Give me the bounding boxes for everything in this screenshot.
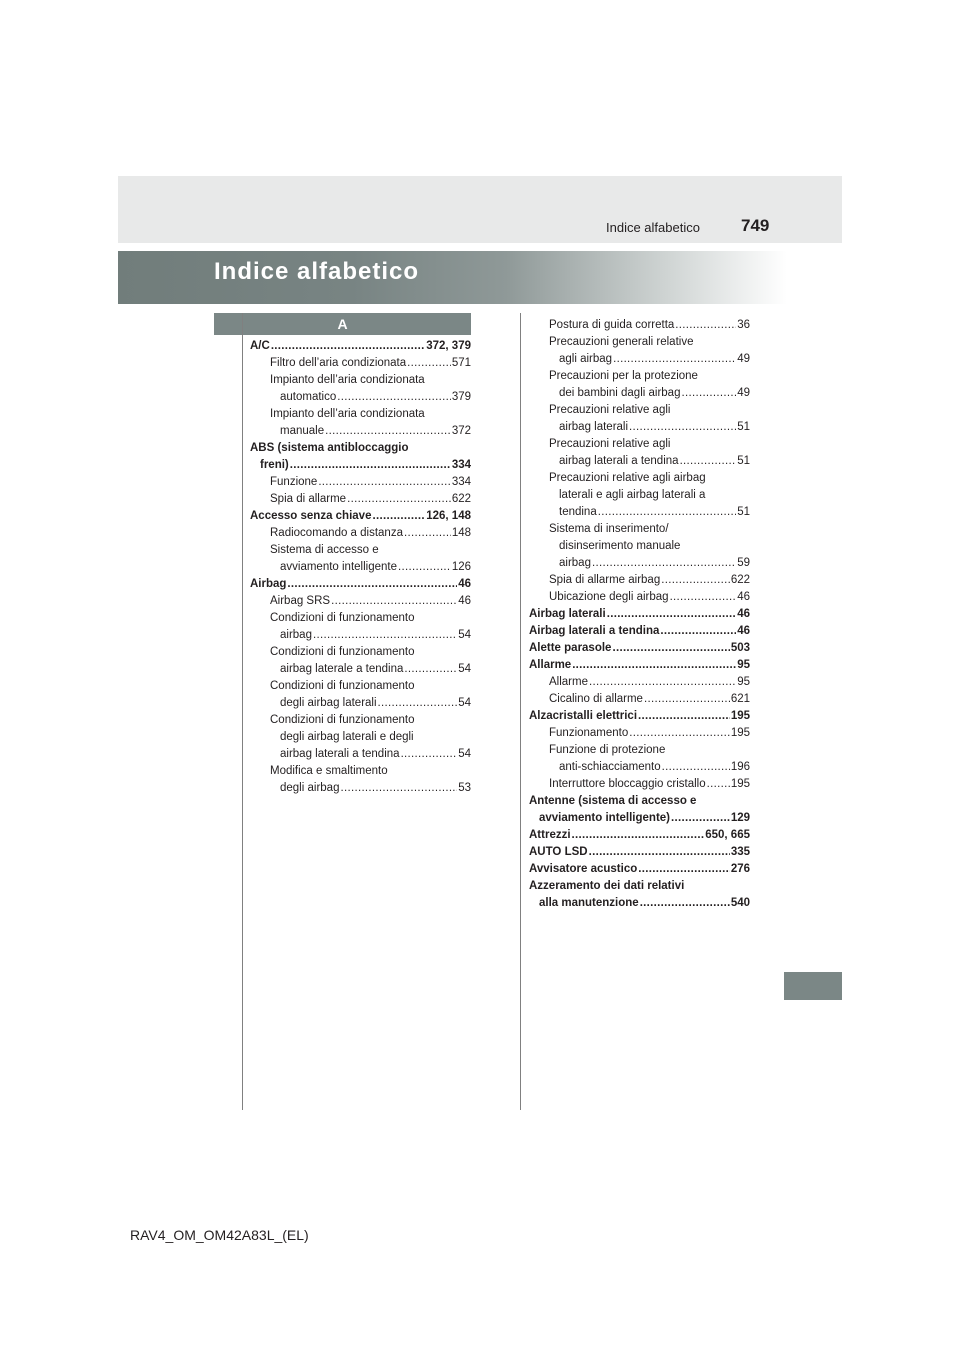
index-entry [250, 610, 471, 644]
entry-text: A/C [250, 340, 270, 352]
dot-leader [670, 589, 737, 606]
index-entry-line [250, 576, 471, 593]
index-entry-line [529, 691, 750, 708]
entry-page-ref: 334 [451, 476, 471, 488]
entry-text: Antenne (sistema di accesso e [529, 795, 697, 807]
entry-text: Allarme [529, 659, 572, 671]
entry-text: Azzeramento dei dati relativi [529, 880, 685, 892]
dot-leader [613, 351, 736, 368]
dot-leader [325, 423, 451, 440]
index-entry [250, 406, 471, 440]
entry-text: Funzione di protezione [549, 744, 666, 756]
index-entry-line [529, 419, 750, 436]
index-entry-line [529, 402, 750, 419]
entry-page-ref: 51 [737, 455, 750, 467]
entry-page-ref: 49 [737, 387, 750, 399]
index-entry [529, 334, 750, 368]
dot-leader [589, 674, 736, 691]
index-entry-line [250, 372, 471, 389]
index-entry-line [529, 436, 750, 453]
entry-text: degli airbag laterali [280, 697, 377, 709]
index-entry-line [529, 351, 750, 368]
entry-text: Accesso senza chiave [250, 510, 372, 522]
dot-leader [589, 844, 730, 861]
entry-page-ref: 49 [737, 353, 750, 365]
index-entry [529, 793, 750, 827]
dot-leader [347, 491, 451, 508]
index-entry [529, 521, 750, 572]
index-entry-line [529, 453, 750, 470]
entry-page-ref: 51 [737, 506, 750, 518]
index-entry-line [529, 674, 750, 691]
dot-leader [407, 355, 451, 372]
index-entry-line [250, 695, 471, 712]
dot-leader [404, 525, 451, 542]
index-entry [529, 725, 750, 742]
entry-page-ref: 148 [451, 527, 471, 539]
left-column-rule [242, 313, 243, 1110]
entry-page-ref: 46 [458, 578, 471, 590]
index-entry [250, 576, 471, 593]
entry-page-ref: 54 [458, 629, 471, 641]
dot-leader [644, 691, 730, 708]
entry-text: ABS (sistema antibloccaggio [250, 442, 409, 454]
entry-text: Precauzioni relative agli [549, 404, 671, 416]
entry-page-ref: 54 [458, 748, 471, 760]
index-side-tab [784, 972, 842, 1000]
dot-leader [660, 623, 736, 640]
index-entry [529, 861, 750, 878]
index-entry-line [529, 793, 750, 810]
entry-page-ref: 621 [730, 693, 750, 705]
index-entry [250, 440, 471, 474]
index-entry [529, 470, 750, 521]
index-entry-line [250, 610, 471, 627]
index-entry [529, 368, 750, 402]
entry-text: freni) [260, 459, 289, 471]
index-entry [250, 678, 471, 712]
entry-page-ref: 195 [730, 710, 750, 722]
dot-leader [318, 474, 451, 491]
entry-page-ref: 46 [458, 595, 471, 607]
index-entry-line [250, 746, 471, 763]
index-entry [529, 827, 750, 844]
dot-leader [572, 657, 736, 674]
dot-leader [680, 453, 737, 470]
index-entry [250, 593, 471, 610]
entry-text: Alette parasole [529, 642, 612, 654]
dot-leader [640, 895, 730, 912]
index-entry-line [529, 844, 750, 861]
index-entry-line [250, 389, 471, 406]
entry-text: manuale [280, 425, 325, 437]
index-entry [529, 317, 750, 334]
index-entry-line [250, 661, 471, 678]
index-entry-line [529, 640, 750, 657]
index-entry-line [529, 725, 750, 742]
index-entry-line [529, 623, 750, 640]
entry-text: Interruttore bloccaggio cristallo [549, 778, 706, 790]
dot-leader [612, 640, 729, 657]
entry-text: Precauzioni relative agli airbag [549, 472, 706, 484]
dot-leader [378, 695, 458, 712]
entry-text: Spia di allarme airbag [549, 574, 661, 586]
entry-text: Precauzioni per la protezione [549, 370, 698, 382]
index-entry-line [250, 440, 471, 457]
running-title: Indice alfabetico [606, 220, 700, 235]
entry-text: Cicalino di allarme [549, 693, 643, 705]
index-entry-line [250, 780, 471, 797]
left-index-column [250, 338, 471, 797]
index-entry-line [250, 593, 471, 610]
dot-leader [675, 317, 736, 334]
entry-page-ref: 571 [451, 357, 471, 369]
dot-leader [707, 776, 730, 793]
index-entry-line [529, 368, 750, 385]
entry-text: tendina [559, 506, 597, 518]
index-entry [529, 674, 750, 691]
index-entry-line [529, 334, 750, 351]
entry-text: Condizioni di funzionamento [270, 646, 415, 658]
index-entry-line [529, 759, 750, 776]
entry-page-ref: 126, 148 [426, 510, 471, 522]
index-entry [529, 606, 750, 623]
entry-text: Precauzioni generali relative [549, 336, 694, 348]
index-entry-line [529, 487, 750, 504]
entry-text: Airbag SRS [270, 595, 331, 607]
index-entry-line [250, 559, 471, 576]
index-entry-line [529, 538, 750, 555]
dot-leader [629, 419, 736, 436]
index-entry-line [529, 742, 750, 759]
entry-page-ref: 95 [737, 676, 750, 688]
dot-leader [398, 559, 451, 576]
entry-page-ref: 54 [458, 697, 471, 709]
index-entry-line [250, 678, 471, 695]
entry-text: airbag [559, 557, 591, 569]
entry-text: Airbag [250, 578, 287, 590]
entry-text: Impianto dell’aria condizionata [270, 408, 425, 420]
index-entry-line [529, 572, 750, 589]
index-entry-line [529, 827, 750, 844]
entry-text: anti-schiacciamento [559, 761, 661, 773]
dot-leader [607, 606, 737, 623]
entry-text: Sistema di inserimento/ [549, 523, 669, 535]
index-entry [250, 763, 471, 797]
entry-text: automatico [280, 391, 337, 403]
entry-text: Funzione [270, 476, 318, 488]
entry-page-ref: 196 [730, 761, 750, 773]
index-entry-line [529, 708, 750, 725]
index-entry-line [250, 355, 471, 372]
entry-page-ref: 622 [730, 574, 750, 586]
dot-leader [681, 385, 736, 402]
index-entry-line [250, 525, 471, 542]
dot-leader [404, 661, 457, 678]
index-entry [529, 436, 750, 470]
entry-text: dei bambini dagli airbag [559, 387, 681, 399]
index-entry [529, 708, 750, 725]
index-entry [529, 589, 750, 606]
entry-text: degli airbag [280, 782, 340, 794]
dot-leader [340, 780, 457, 797]
entry-text: Radiocomando a distanza [270, 527, 403, 539]
entry-page-ref: 195 [730, 778, 750, 790]
dot-leader [638, 861, 730, 878]
index-entry-line [529, 657, 750, 674]
entry-text: Ubicazione degli airbag [549, 591, 669, 603]
entry-text: Filtro dell’aria condizionata [270, 357, 407, 369]
index-entry-line [250, 406, 471, 423]
entry-page-ref: 650, 665 [705, 829, 750, 841]
index-entry-line [529, 776, 750, 793]
entry-page-ref: 372 [451, 425, 471, 437]
entry-page-ref: 36 [737, 319, 750, 331]
right-column-rule [520, 313, 521, 1110]
index-entry-line [529, 470, 750, 487]
entry-text: disinserimento manuale [559, 540, 681, 552]
index-entry [250, 474, 471, 491]
entry-text: AUTO LSD [529, 846, 588, 858]
index-entry-line [529, 521, 750, 538]
index-entry [250, 338, 471, 355]
entry-text: agli airbag [559, 353, 613, 365]
index-entry-line [529, 861, 750, 878]
dot-leader [331, 593, 457, 610]
entry-page-ref: 46 [737, 608, 750, 620]
index-entry [250, 491, 471, 508]
right-index-column [529, 317, 750, 912]
index-entry [529, 742, 750, 776]
index-entry-line [529, 895, 750, 912]
entry-text: Condizioni di funzionamento [270, 612, 415, 624]
entry-page-ref: 335 [730, 846, 750, 858]
index-entry-line [250, 542, 471, 559]
entry-page-ref: 46 [737, 591, 750, 603]
entry-page-ref: 95 [737, 659, 750, 671]
entry-text: airbag laterale a tendina [280, 663, 404, 675]
index-entry-line [250, 457, 471, 474]
index-entry [250, 542, 471, 576]
entry-page-ref: 622 [451, 493, 471, 505]
index-entry-line [250, 508, 471, 525]
dot-leader [290, 457, 451, 474]
dot-leader [638, 708, 730, 725]
entry-page-ref: 126 [451, 561, 471, 573]
entry-text: avviamento intelligente) [539, 812, 671, 824]
dot-leader [401, 746, 458, 763]
entry-page-ref: 372, 379 [426, 340, 471, 352]
index-entry [250, 372, 471, 406]
index-entry [529, 844, 750, 861]
dot-leader [592, 555, 736, 572]
index-entry-line [529, 810, 750, 827]
index-entry-line [250, 729, 471, 746]
entry-text: alla manutenzione [539, 897, 639, 909]
page-number: 749 [741, 216, 770, 235]
index-entry [529, 640, 750, 657]
entry-text: Alzacristalli elettrici [529, 710, 638, 722]
index-entry [250, 508, 471, 525]
index-entry-line [250, 763, 471, 780]
entry-page-ref: 59 [737, 557, 750, 569]
entry-page-ref: 540 [730, 897, 750, 909]
dot-leader [271, 338, 425, 355]
index-entry [529, 623, 750, 640]
entry-page-ref: 53 [458, 782, 471, 794]
entry-text: avviamento intelligente [280, 561, 397, 573]
index-entry-line [250, 627, 471, 644]
entry-text: Allarme [549, 676, 588, 688]
header-band [118, 176, 842, 243]
entry-text: Modifica e smaltimento [270, 765, 388, 777]
index-entry-line [250, 338, 471, 355]
entry-text: Condizioni di funzionamento [270, 680, 415, 692]
entry-text: Funzionamento [549, 727, 629, 739]
index-entry [529, 572, 750, 589]
entry-page-ref: 276 [730, 863, 750, 875]
dot-leader [662, 759, 730, 776]
entry-text: Airbag laterali a tendina [529, 625, 660, 637]
entry-text: Avvisatore acustico [529, 863, 638, 875]
index-entry-line [250, 423, 471, 440]
page-title: Indice alfabetico [214, 258, 420, 285]
index-entry [250, 525, 471, 542]
entry-page-ref: 503 [730, 642, 750, 654]
dot-leader [598, 504, 736, 521]
index-entry-line [529, 606, 750, 623]
dot-leader [629, 725, 730, 742]
document-code: RAV4_OM_OM42A83L_(EL) [130, 1227, 309, 1243]
dot-leader [661, 572, 730, 589]
entry-text: Attrezzi [529, 829, 571, 841]
index-entry-line [250, 712, 471, 729]
index-entry [529, 691, 750, 708]
index-entry-line [529, 878, 750, 895]
index-entry-line [529, 555, 750, 572]
dot-leader [671, 810, 730, 827]
dot-leader [287, 576, 457, 593]
entry-text: Impianto dell’aria condizionata [270, 374, 425, 386]
entry-text: airbag laterali a tendina [559, 455, 679, 467]
index-entry [250, 355, 471, 372]
entry-text: airbag laterali a tendina [280, 748, 400, 760]
entry-page-ref: 334 [451, 459, 471, 471]
entry-page-ref: 379 [451, 391, 471, 403]
entry-text: Spia di allarme [270, 493, 347, 505]
entry-text: Postura di guida corretta [549, 319, 675, 331]
entry-text: Airbag laterali [529, 608, 606, 620]
entry-page-ref: 46 [737, 625, 750, 637]
dot-leader [372, 508, 425, 525]
entry-text: Precauzioni relative agli [549, 438, 671, 450]
entry-text: airbag [280, 629, 312, 641]
entry-text: degli airbag laterali e degli [280, 731, 414, 743]
index-entry [250, 644, 471, 678]
index-entry-line [529, 504, 750, 521]
index-entry [529, 878, 750, 912]
index-entry [529, 402, 750, 436]
entry-page-ref: 129 [730, 812, 750, 824]
entry-page-ref: 51 [737, 421, 750, 433]
dot-leader [337, 389, 451, 406]
section-letter-bar: A [214, 313, 471, 335]
entry-text: Sistema di accesso e [270, 544, 379, 556]
dot-leader [572, 827, 705, 844]
index-entry [529, 657, 750, 674]
entry-text: airbag laterali [559, 421, 629, 433]
dot-leader [313, 627, 457, 644]
index-entry-line [529, 385, 750, 402]
index-entry-line [250, 474, 471, 491]
index-entry-line [250, 644, 471, 661]
index-entry [250, 712, 471, 763]
index-entry [529, 776, 750, 793]
entry-page-ref: 54 [458, 663, 471, 675]
index-entry-line [529, 589, 750, 606]
entry-page-ref: 195 [730, 727, 750, 739]
entry-text: Condizioni di funzionamento [270, 714, 415, 726]
index-entry-line [529, 317, 750, 334]
index-entry-line [250, 491, 471, 508]
entry-text: laterali e agli airbag laterali a [559, 489, 706, 501]
